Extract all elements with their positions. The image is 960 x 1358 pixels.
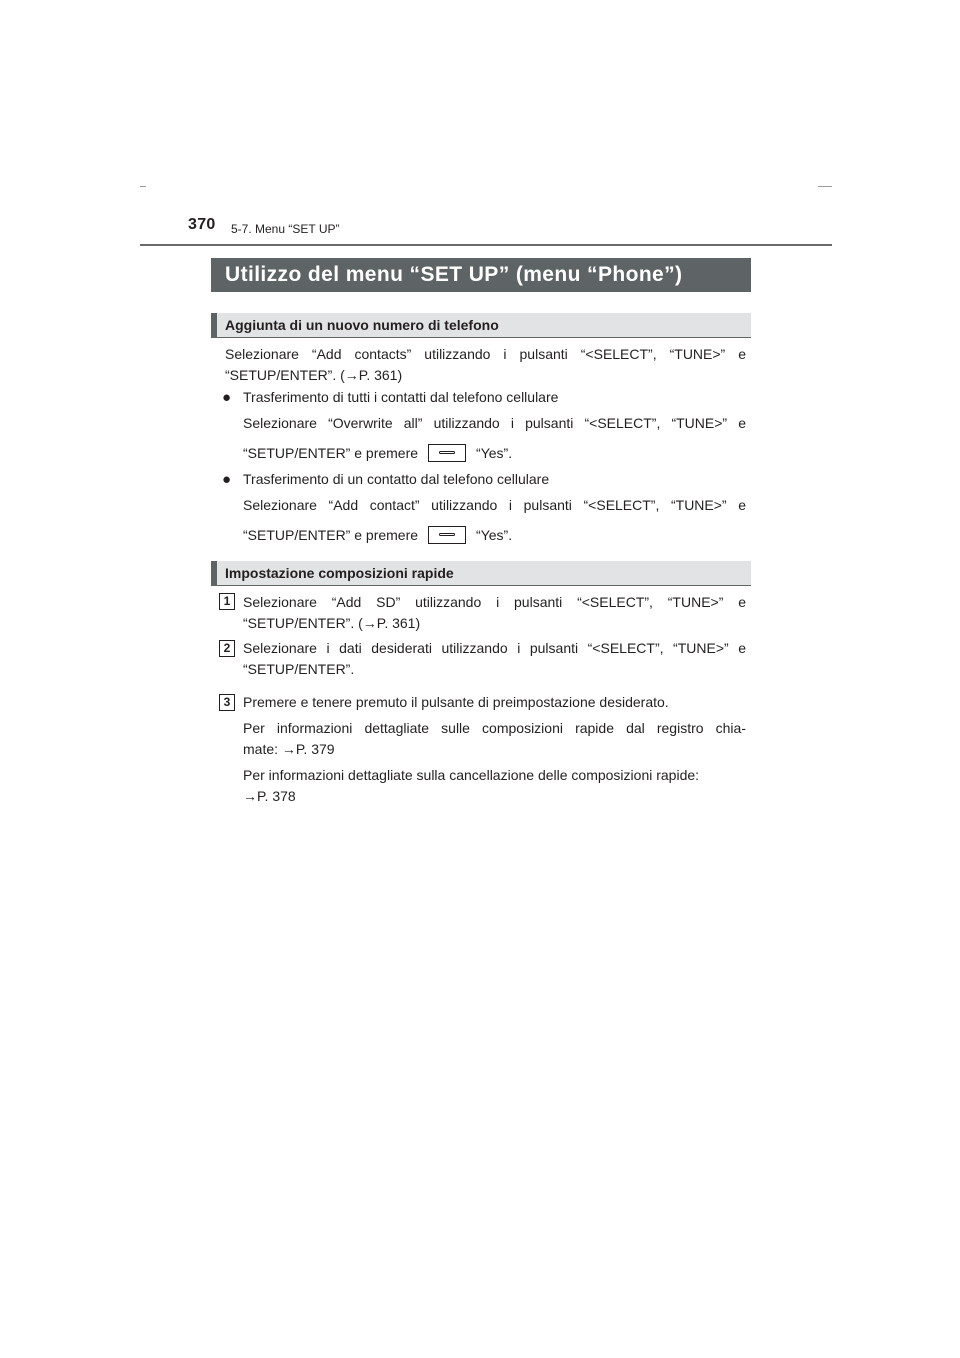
section-heading-add-number: Aggiunta di un nuovo numero di telefono — [211, 313, 751, 338]
step-2-line-2: “SETUP/ENTER”. — [243, 661, 355, 677]
step-number-3: 3 — [219, 694, 235, 711]
bullet-dot: ● — [222, 389, 232, 406]
bullet-1-line-1: Selezionare “Overwrite all” utilizzando i pulsanti “<SELECT”, “TUNE>” e — [243, 415, 746, 431]
bullet-2-line-2-after: “Yes”. — [476, 527, 513, 543]
bullet-1-title: Trasferimento di tutti i contatti dal telefono cellulare — [243, 389, 559, 405]
step-2-line-1: Selezionare i dati desiderati utilizzando i pulsanti “<SELECT”, “TUNE>” e — [243, 640, 746, 656]
header-divider — [140, 244, 832, 246]
crop-mark-left — [140, 186, 146, 187]
bullet-2-line-2-before: “SETUP/ENTER” e premere — [243, 527, 419, 543]
bullet-1-line-2-after: “Yes”. — [476, 445, 513, 461]
bullet-2-line-2 — [243, 525, 746, 546]
step-number-2: 2 — [219, 640, 235, 657]
intro-line-2: “SETUP/ENTER”. (→P. 361) — [225, 367, 403, 383]
phone-button-icon — [428, 444, 466, 462]
step-1-line-2: “SETUP/ENTER”. (→P. 361) — [243, 615, 421, 631]
bullet-2-line-1-wrap — [243, 495, 746, 516]
bullet-dot: ● — [222, 471, 232, 488]
page-title: Utilizzo del menu “SET UP” (menu “Phone”) — [211, 258, 751, 292]
step-3-note-2-line-1: Per informazioni dettagliate sulla cancellazione delle composizioni rapide: — [243, 767, 700, 783]
step-3-note-2-line-2: →P. 378 — [243, 788, 296, 804]
crop-mark-right — [818, 186, 832, 187]
chapter-title: 5-7. Menu “SET UP” — [231, 222, 340, 236]
step-2-line-1-wrap — [243, 638, 746, 659]
step-number-1: 1 — [219, 593, 235, 610]
step-3-line-1: Premere e tenere premuto il pulsante di preimpostazione desiderato. — [243, 694, 669, 710]
bullet-2-title: Trasferimento di un contatto dal telefono cellulare — [243, 471, 550, 487]
section-heading-speed-dials: Impostazione composizioni rapide — [211, 561, 751, 586]
bullet-1-line-2-before: “SETUP/ENTER” e premere — [243, 445, 419, 461]
bullet-2-line-1: Selezionare “Add contact” utilizzando i pulsanti “<SELECT”, “TUNE>” e — [243, 497, 746, 513]
section1-intro — [225, 344, 746, 365]
intro-line-1: Selezionare “Add contacts” utilizzando i pulsanti “<SELECT”, “TUNE>” e — [225, 346, 746, 362]
step-3-note-1-wrap — [243, 718, 746, 739]
step-1-line-1-wrap — [243, 592, 746, 613]
page-number: 370 — [188, 216, 216, 233]
bullet-1-line-2 — [243, 443, 746, 464]
phone-button-icon — [428, 526, 466, 544]
step-3-note-1-line-2: mate: →P. 379 — [243, 741, 335, 757]
bullet-1-line-1-wrap — [243, 413, 746, 434]
step-3-note-1-line-1: Per informazioni dettagliate sulle composizioni rapide dal registro chia- — [243, 720, 746, 736]
step-1-line-1: Selezionare “Add SD” utilizzando i pulsanti “<SELECT”, “TUNE>” e — [243, 594, 746, 610]
